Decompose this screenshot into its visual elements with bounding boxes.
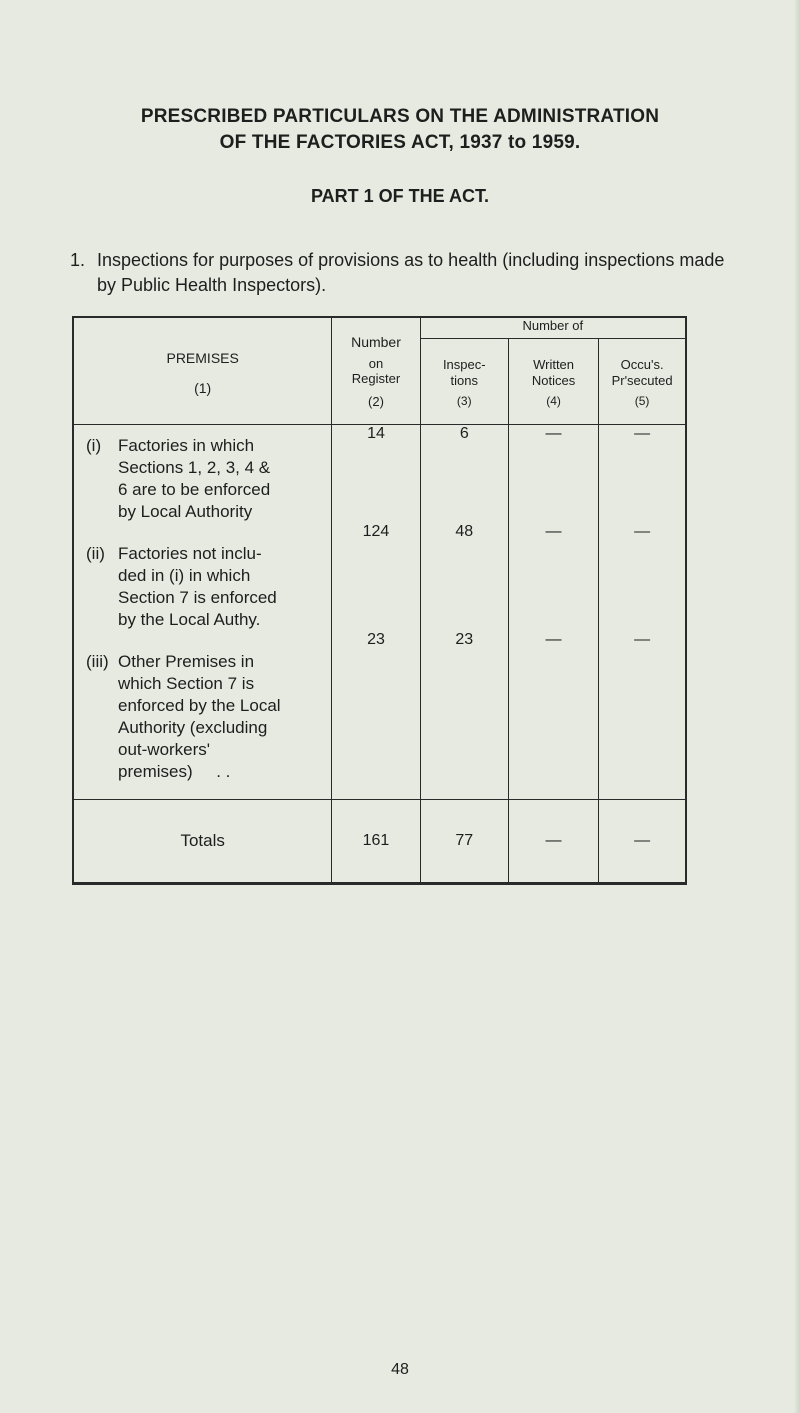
inspections-header-line-1: Inspec-: [442, 357, 486, 372]
title-line-1: PRESCRIBED PARTICULARS ON THE ADMINISTRATION: [140, 106, 660, 127]
table-row: [73, 631, 686, 800]
part-heading: PART 1 OF THE ACT.: [310, 186, 489, 206]
totals-written-notices-value: —: [508, 800, 598, 884]
premises-line: which Section 7 is: [118, 674, 255, 693]
item-marker: (i): [86, 436, 102, 455]
register-header-line-3: Register: [351, 371, 401, 386]
totals-register-value: 161: [332, 800, 420, 884]
document-title: [0, 104, 800, 156]
prosecuted-value: —: [634, 523, 651, 540]
inspections-value: 23: [420, 631, 508, 800]
register-column-number: (2): [368, 394, 384, 409]
title-line-2: OF THE FACTORIES ACT, 1937 to 1959.: [219, 132, 581, 153]
premises-column-header: [73, 317, 332, 425]
premises-line: Factories not inclu-: [118, 544, 262, 563]
premises-line: Sections 1, 2, 3, 4 &: [118, 458, 271, 477]
inspections-column-number: (3): [456, 394, 472, 408]
premises-item: [74, 435, 331, 523]
totals-row: [73, 800, 686, 884]
premises-line: enforced by the Local: [118, 696, 281, 715]
prosecuted-header-line-1: Occu's.: [620, 357, 664, 372]
table-row: [73, 425, 686, 524]
totals-label: Totals: [73, 800, 332, 884]
premises-line: Factories in which: [118, 436, 255, 455]
section-paragraph: [70, 248, 740, 298]
prosecuted-column-number: (5): [634, 394, 650, 408]
premises-line: Other Premises in: [118, 652, 255, 671]
written-notices-value: —: [508, 523, 598, 631]
item-marker: (ii): [86, 544, 105, 563]
register-header-line-2: on: [368, 356, 384, 371]
register-value: 124: [332, 523, 420, 631]
prosecuted-value: —: [634, 631, 651, 648]
written-header-line-1: Written: [533, 357, 575, 372]
premises-line: by the Local Authy.: [118, 610, 261, 629]
premises-line: premises) . .: [118, 762, 231, 781]
register-header-line-1: Number: [351, 334, 401, 350]
written-notices-value: —: [508, 425, 598, 524]
written-column-number: (4): [546, 394, 561, 408]
number-of-label: Number of: [522, 318, 584, 333]
premises-line: by Local Authority: [118, 502, 253, 521]
inspections-header-line-2: tions: [450, 373, 478, 388]
written-notices-column-header: [508, 339, 598, 425]
page-edge-shadow: [794, 0, 800, 1413]
premises-line: Section 7 is enforced: [118, 588, 277, 607]
register-value: 23: [332, 631, 420, 800]
register-column-header: [332, 317, 420, 425]
written-notices-value: —: [508, 631, 598, 800]
premises-cell: [73, 523, 332, 631]
premises-cell: [73, 631, 332, 800]
inspections-value: 48: [420, 523, 508, 631]
prosecuted-header-line-2: Pr'secuted: [611, 373, 673, 388]
premises-line: ded in (i) in which: [118, 566, 251, 585]
premises-line: 6 are to be enforced: [118, 480, 271, 499]
written-header-line-2: Notices: [531, 373, 576, 388]
paragraph-text: Inspections for purposes of provisions as to health (including inspections made by Public Health Inspectors).: [97, 250, 725, 295]
premises-header-label: PREMISES: [166, 350, 239, 366]
paragraph-number: 1.: [70, 250, 86, 270]
prosecuted-column-header: [599, 339, 686, 425]
totals-prosecuted-value: —: [599, 800, 686, 884]
premises-line: Authority (excluding: [118, 718, 268, 737]
table-row: [73, 523, 686, 631]
inspections-column-header: [420, 339, 508, 425]
premises-column-number: (1): [194, 380, 212, 396]
totals-inspections-value: 77: [420, 800, 508, 884]
premises-item: [74, 651, 331, 783]
page-number: 48: [391, 1361, 409, 1378]
premises-item: [74, 543, 331, 631]
register-value: 14: [332, 425, 420, 524]
item-marker: (iii): [86, 652, 109, 671]
premises-line: out-workers': [118, 740, 211, 759]
prosecuted-value: —: [634, 425, 651, 442]
inspections-table: [72, 316, 687, 885]
premises-cell: [73, 425, 332, 524]
inspections-value: 6: [420, 425, 508, 524]
number-of-group-header: [420, 317, 686, 339]
